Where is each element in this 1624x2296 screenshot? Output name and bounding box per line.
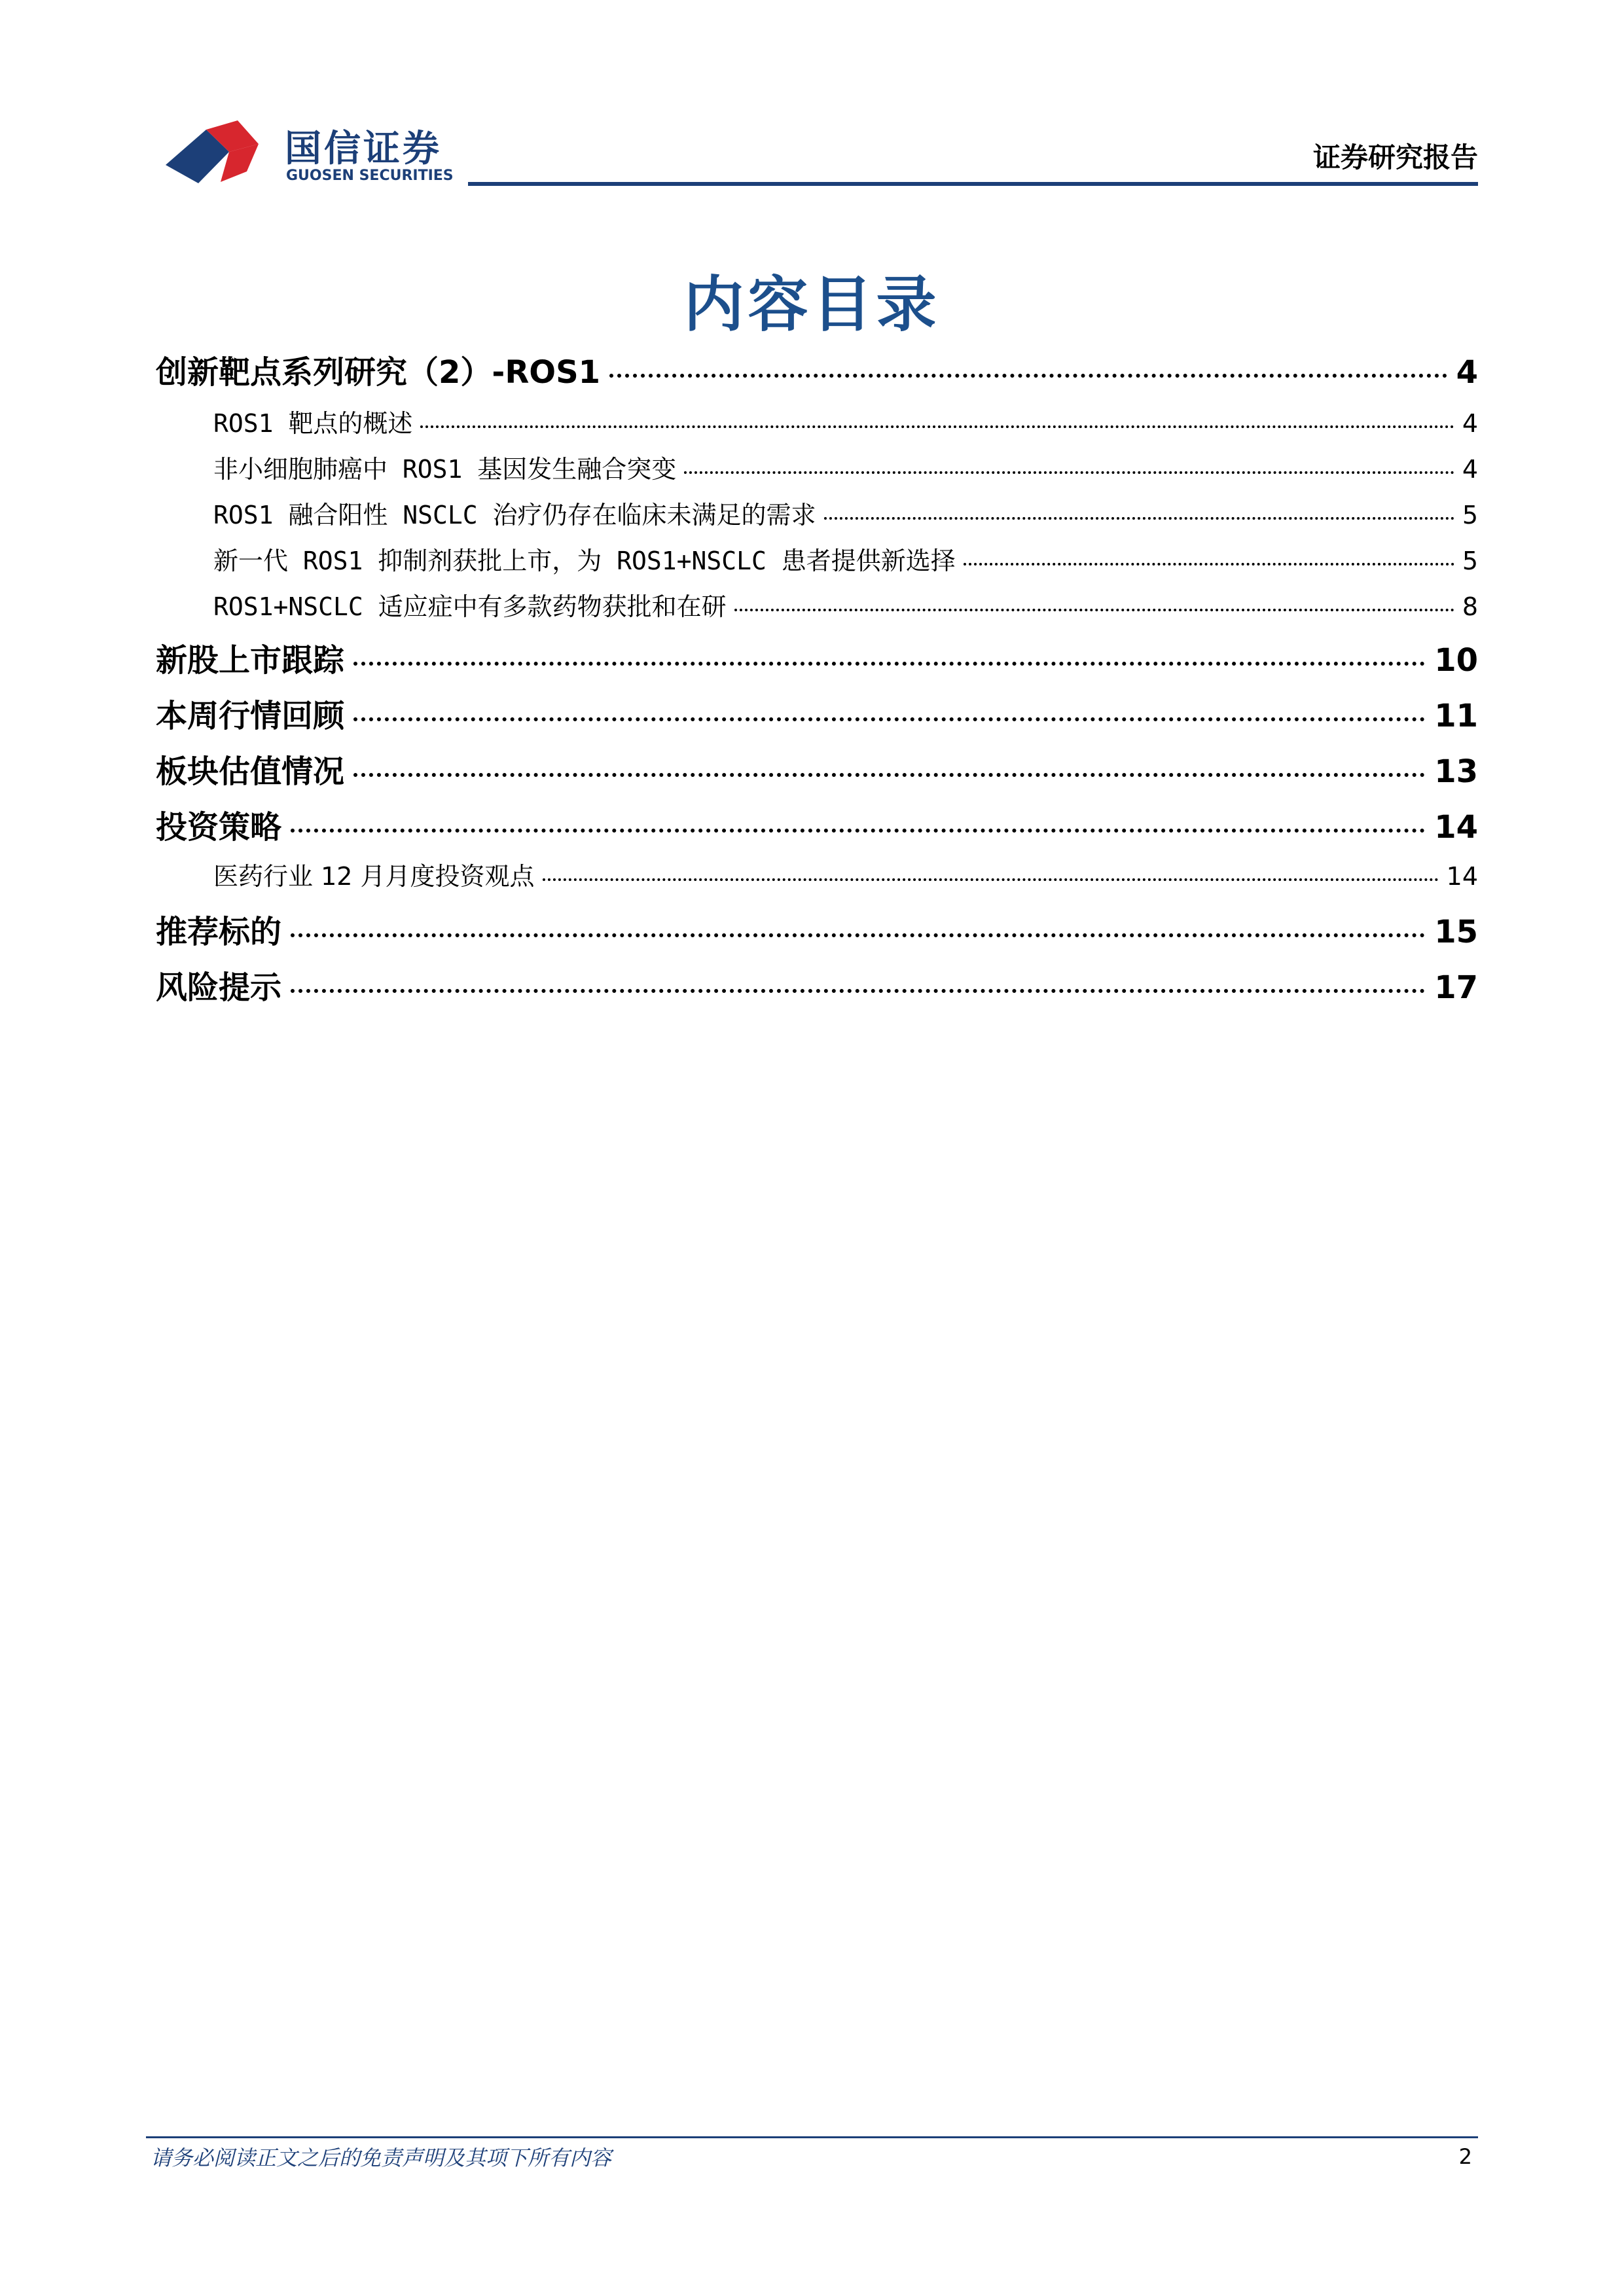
toc-leader-dots [420,425,1454,428]
guosen-logo-icon [160,118,278,187]
toc-entry-label: 板块估值情况 [156,753,345,790]
toc-entry-page: 10 [1434,642,1478,679]
report-type-label: 证券研究报告 [1312,141,1478,173]
toc-leader-dots [353,717,1425,721]
page-number: 2 [1458,2144,1472,2169]
toc-entry-page: 5 [1462,547,1478,575]
toc-entry-page: 14 [1446,862,1478,891]
toc-entry-label: 风险提示 [156,969,282,1006]
toc-entry-label: 医药行业 12 月月度投资观点 [213,862,535,891]
toc-leader-dots [609,374,1447,378]
toc-leader-dots [543,878,1439,881]
toc-entry-label: ROS1 融合阳性 NSCLC 治疗仍存在临床未满足的需求 [213,501,816,529]
toc-entry[interactable] [156,746,1478,790]
toc-entry-label: 非小细胞肺癌中 ROS1 基因发生融合突变 [213,455,677,484]
toc-entry-label: 创新靶点系列研究（2）-ROS1 [156,354,601,391]
toc-entry[interactable] [213,586,1478,619]
toc-entry[interactable] [156,691,1478,734]
toc-leader-dots [684,471,1454,474]
toc-entry[interactable] [213,403,1478,436]
toc-entry[interactable] [156,347,1478,391]
toc-entry-page: 5 [1462,501,1478,529]
toc-entry-label: 推荐标的 [156,914,282,950]
toc-entry-label: 本周行情回顾 [156,698,345,734]
toc-entry-page: 15 [1434,914,1478,950]
toc-entry[interactable] [213,856,1478,889]
toc-title: 内容目录 [683,270,941,340]
toc-entry-page: 4 [1462,409,1478,438]
toc-entry[interactable] [156,635,1478,679]
toc-entry-label: ROS1 靶点的概述 [213,409,413,438]
toc-leader-dots [291,989,1425,993]
toc-entry-page: 4 [1462,455,1478,484]
toc-entry-page: 17 [1434,969,1478,1006]
toc-entry-page: 13 [1434,753,1478,790]
toc-entry[interactable] [213,449,1478,482]
toc-entry-label: 新股上市跟踪 [156,642,345,679]
toc-leader-dots [291,829,1425,833]
header-divider [468,182,1478,186]
toc-entry[interactable] [156,962,1478,1006]
toc-leader-dots [824,517,1454,520]
toc-entry-page: 8 [1462,592,1478,621]
toc-leader-dots [291,933,1425,937]
toc-entry[interactable] [156,802,1478,846]
toc-entry-page: 14 [1434,809,1478,846]
toc-entry[interactable] [156,906,1478,950]
toc-leader-dots [734,609,1454,611]
toc-entry-page: 4 [1456,354,1478,391]
toc-entry-label: 投资策略 [156,809,282,846]
toc-entry[interactable] [213,495,1478,528]
brand-name-en: GUOSEN SECURITIES [286,168,454,184]
brand-name-cn: 国信证券 [285,128,442,170]
page-header [0,0,1624,196]
toc-entry-label: 新一代 ROS1 抑制剂获批上市，为 ROS1+NSCLC 患者提供新选择 [213,547,956,575]
toc-leader-dots [353,773,1425,777]
toc-leader-dots [964,563,1454,565]
toc-leader-dots [353,662,1425,666]
footer-divider [146,2136,1478,2138]
toc-entry-label: ROS1+NSCLC 适应症中有多款药物获批和在研 [213,592,727,621]
disclaimer-text: 请务必阅读正文之后的免责声明及其项下所有内容 [151,2145,612,2170]
toc-entry[interactable] [213,541,1478,573]
toc-entry-page: 11 [1434,698,1478,734]
